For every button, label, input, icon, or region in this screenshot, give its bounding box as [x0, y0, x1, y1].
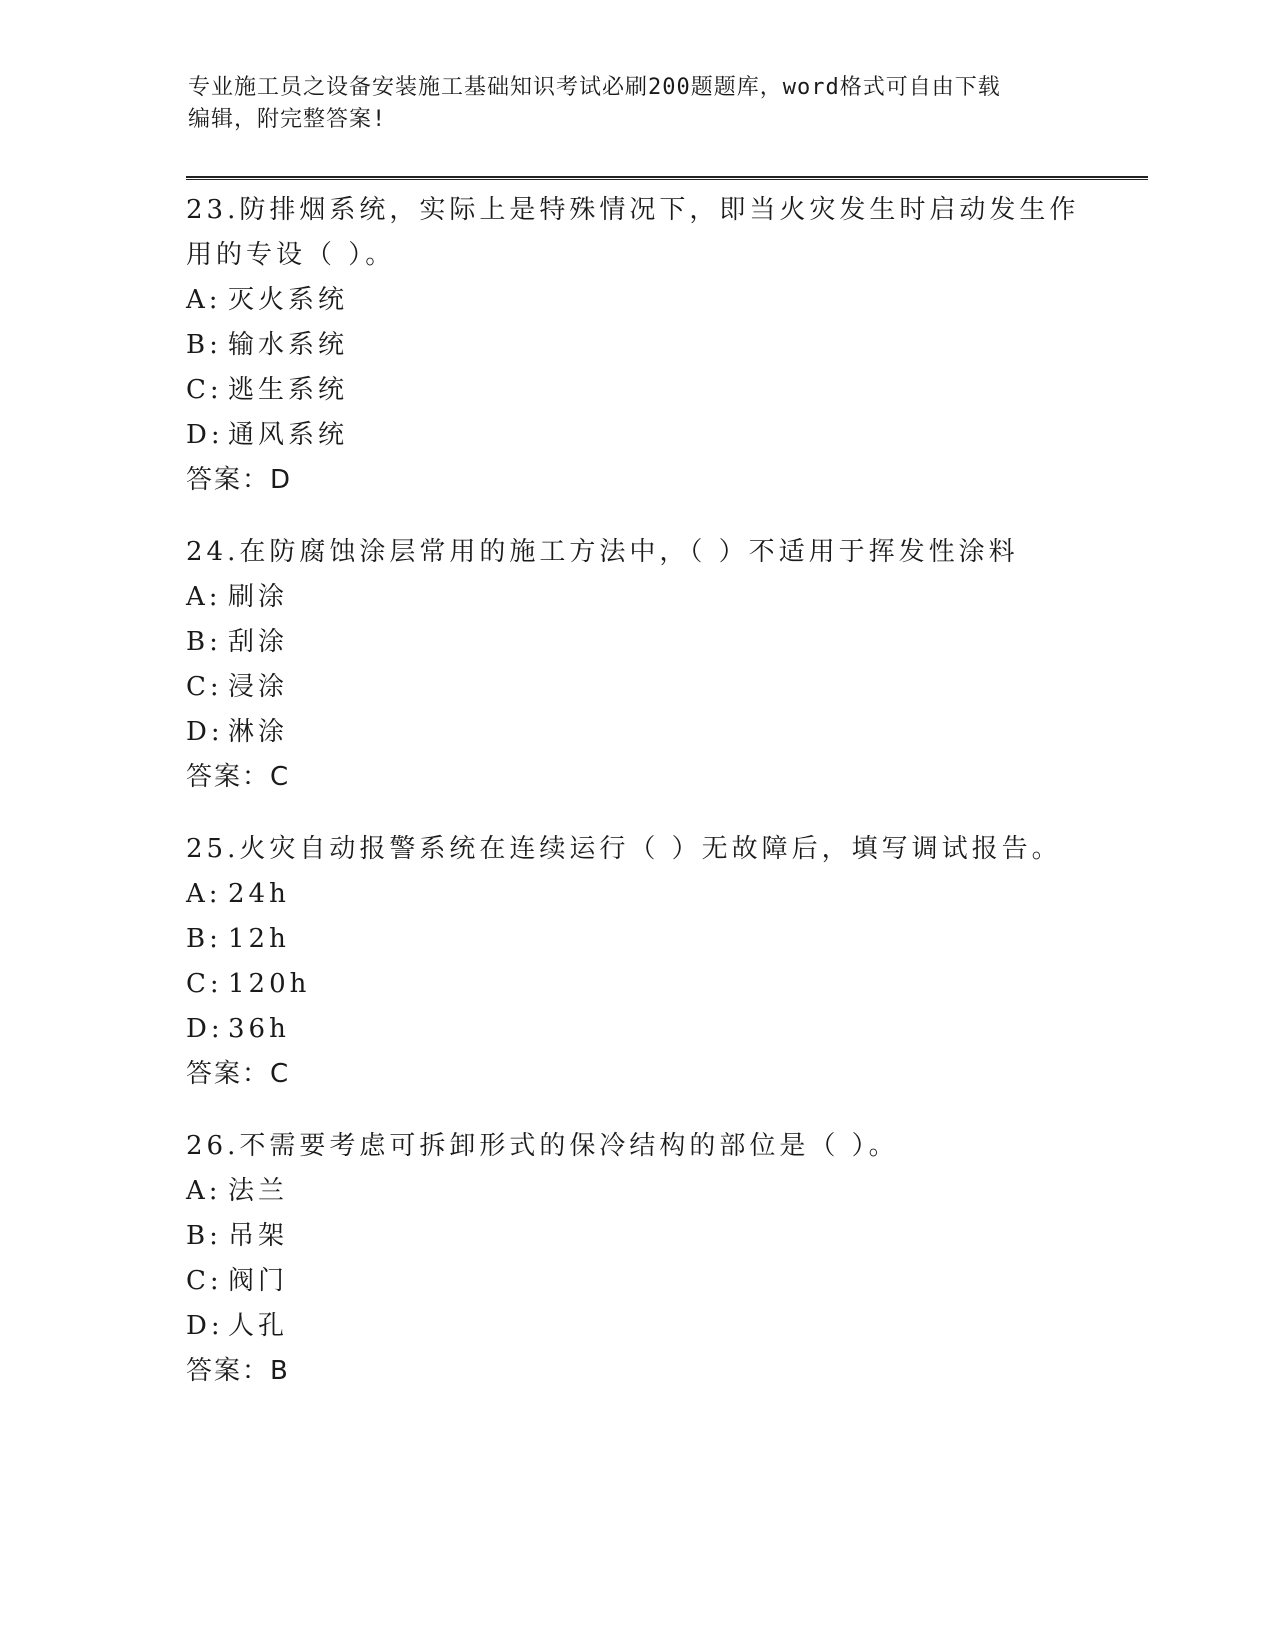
option-text: 36h — [228, 1014, 290, 1044]
question-list — [186, 188, 1086, 1421]
option-c — [186, 1259, 1086, 1304]
option-text: 24h — [228, 879, 290, 909]
option-text: 通风系统 — [228, 420, 349, 450]
question-text: 在防腐蚀涂层常用的施工方法中，（ ）不适用于挥发性涂料 — [239, 537, 1019, 567]
option-label: B: — [186, 924, 222, 954]
option-text: 阀门 — [228, 1266, 289, 1296]
answer-line: 答案：D — [186, 465, 293, 495]
option-d — [186, 710, 1086, 755]
option-label: B: — [186, 627, 222, 657]
answer-line: 答案：C — [186, 762, 291, 792]
question-number: 24. — [186, 537, 240, 567]
option-text: 淋涂 — [228, 717, 289, 747]
option-text: 120h — [228, 969, 311, 999]
option-label: D: — [186, 717, 224, 747]
option-d — [186, 1007, 1086, 1052]
option-text: 人孔 — [228, 1311, 289, 1341]
question-23 — [186, 188, 1086, 503]
answer-line: 答案：B — [186, 1356, 290, 1386]
option-text: 输水系统 — [228, 330, 349, 360]
option-b — [186, 917, 1086, 962]
option-c — [186, 962, 1086, 1007]
option-text: 法兰 — [228, 1176, 289, 1206]
question-number: 26. — [186, 1131, 240, 1161]
option-text: 吊架 — [228, 1221, 289, 1251]
answer-line: 答案：C — [186, 1059, 291, 1089]
question-text: 防排烟系统，实际上是特殊情况下，即当火灾发生时启动发生作用的专设（ ）。 — [186, 195, 1080, 270]
header-divider — [186, 176, 1148, 180]
option-d — [186, 1304, 1086, 1349]
option-text: 12h — [228, 924, 290, 954]
option-label: A: — [186, 879, 222, 909]
option-text: 刮涂 — [228, 627, 289, 657]
option-label: D: — [186, 420, 224, 450]
option-label: A: — [186, 1176, 222, 1206]
option-a — [186, 575, 1086, 620]
question-number: 25. — [186, 834, 240, 864]
header-line-1: 专业施工员之设备安装施工基础知识考试必刷200题题库，word格式可自由下载 — [188, 75, 1001, 100]
option-a — [186, 278, 1086, 323]
question-number: 23. — [186, 195, 240, 225]
question-stem — [186, 827, 1086, 872]
option-b — [186, 1214, 1086, 1259]
option-label: A: — [186, 582, 222, 612]
option-text: 灭火系统 — [228, 285, 349, 315]
option-b — [186, 323, 1086, 368]
option-b — [186, 620, 1086, 665]
question-stem — [186, 188, 1086, 278]
option-c — [186, 368, 1086, 413]
question-text: 不需要考虑可拆卸形式的保冷结构的部位是（ ）。 — [239, 1131, 899, 1161]
option-a — [186, 872, 1086, 917]
option-text: 刷涂 — [228, 582, 289, 612]
option-label: D: — [186, 1014, 224, 1044]
header-line-2: 编辑，附完整答案! — [188, 107, 387, 132]
question-25 — [186, 827, 1086, 1097]
option-label: B: — [186, 1221, 222, 1251]
option-label: B: — [186, 330, 222, 360]
question-stem — [186, 530, 1086, 575]
option-text: 浸涂 — [228, 672, 289, 702]
question-text: 火灾自动报警系统在连续运行（ ）无故障后，填写调试报告。 — [239, 834, 1062, 864]
option-label: C: — [186, 375, 223, 405]
option-label: C: — [186, 1266, 223, 1296]
document-header — [188, 72, 1088, 136]
option-label: A: — [186, 285, 222, 315]
option-d — [186, 413, 1086, 458]
question-stem — [186, 1124, 1086, 1169]
option-label: C: — [186, 672, 223, 702]
option-text: 逃生系统 — [228, 375, 349, 405]
option-c — [186, 665, 1086, 710]
option-label: D: — [186, 1311, 224, 1341]
question-24 — [186, 530, 1086, 800]
question-26 — [186, 1124, 1086, 1394]
option-a — [186, 1169, 1086, 1214]
option-label: C: — [186, 969, 223, 999]
